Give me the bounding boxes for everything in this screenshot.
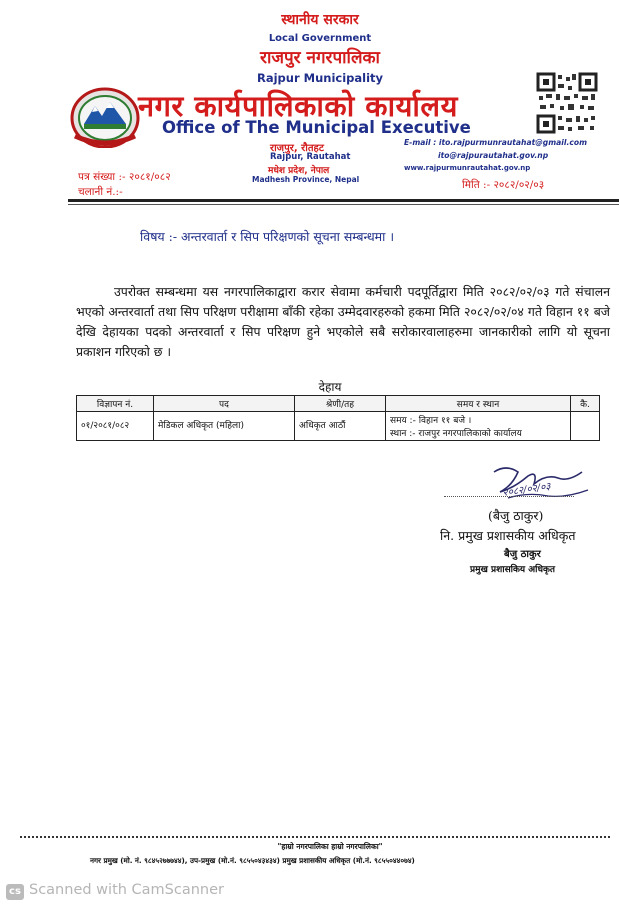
address-en-1: Rajpur, Rautahat: [270, 152, 351, 162]
signatory-name: (बैजु ठाकुर): [488, 508, 544, 523]
office-title-en: Office of The Municipal Executive: [162, 118, 471, 137]
header-level: श्रेणी/तह: [295, 396, 386, 412]
local-government-np: स्थानीय सरकार: [281, 12, 359, 28]
address-en-2: Madhesh Province, Nepal: [252, 175, 360, 184]
cell-remarks: [571, 412, 600, 441]
vacancy-table: [76, 395, 600, 441]
header-divider-thin: [68, 204, 619, 205]
website: www.rajpurmunrautahat.gov.np: [404, 164, 531, 172]
cell-level: अधिकृत आठौं: [295, 412, 386, 441]
municipality-name-np: राजपुर नगरपालिका: [260, 48, 380, 68]
header-time-place: समय र स्थान: [386, 396, 571, 412]
dispatch-number: चलानी नं.:-: [78, 186, 123, 198]
stamp-name: बैजु ठाकुर: [504, 549, 541, 560]
cell-post: मेडिकल अधिकृत (महिला): [154, 412, 295, 441]
email-primary: E-mail : ito.rajpurmunrautahat@gmail.com: [404, 138, 588, 147]
reference-number: पत्र संख्या :- २०८१/०८२: [78, 171, 171, 183]
address-np-2: मधेश प्रदेश, नेपाल: [268, 166, 330, 176]
header-ad-no: विज्ञापन नं.: [77, 396, 154, 412]
camscanner-logo-icon: cs: [6, 884, 24, 900]
notice-body: उपरोक्त सम्बन्धमा यस नगरपालिकाद्वारा करार सेवामा कर्मचारी पदपूर्तिद्वारा मिति २०८२/०२/०३ गते संचालन भएको अन्तरवार्ता तथा सिप परिक्षण परीक्षामा बाँकी रहेका उम्मेदवारहरुको हकमा मिति २०८२/०२/०४ गते विहान ११ बजे देखि देहायका पदको अन्तरवार्ता र सिप परिक्षण हुने भएकोले सबै सरोकारवालाहरुमा जानकारीको लागि यो सूचना प्रकाशन गरिएको छ ।: [76, 284, 610, 359]
municipality-name-en: Rajpur Municipality: [256, 71, 384, 85]
cell-place: स्थान :- राजपुर नगरपालिकाको कार्यालय: [390, 429, 522, 439]
header-remarks: कै.: [571, 396, 600, 412]
signature-date: २०८२/०२/०३: [501, 481, 552, 499]
footer-divider: [20, 836, 610, 838]
cell-time: समय :- विहान ११ बजे ।: [390, 416, 472, 426]
stamp-designation: प्रमुख प्रशासकिय अधिकृत: [470, 565, 556, 575]
camscanner-watermark: Scanned with CamScanner: [29, 882, 225, 898]
header-post: पद: [154, 396, 295, 412]
signature-line: [444, 496, 574, 497]
signatory-designation: नि. प्रमुख प्रशासकीय अधिकृत: [440, 528, 576, 543]
footer-slogan: "हाम्रो नगरपालिका हाम्रो नगरपालिका": [277, 842, 383, 851]
nepal-emblem-icon: [70, 84, 140, 148]
footer-contacts: नगर प्रमुख (मो. नं. ९८४५२७७७४४), उप-प्रमुख (मो.नं. ९८५५०४३४३४) प्रमुख प्रशासकीय अधिकृत (मो.नं. ९८५५०४४०७४): [90, 856, 415, 865]
table-header-row: [77, 396, 600, 412]
subject-line: विषय :- अन्तरवार्ता र सिप परिक्षणको सूचना सम्बन्धमा ।: [140, 229, 395, 244]
address-np-1: राजपुर, रौतहट: [270, 143, 324, 154]
local-government-en: Local Government: [268, 33, 372, 44]
header-divider: [68, 199, 619, 202]
table-row: [77, 412, 600, 441]
office-title-np: नगर कार्यपालिकाको कार्यालय: [138, 89, 458, 123]
email-secondary: ito@rajpurautahat.gov.np: [438, 151, 549, 160]
cell-ad-no: ०१/२०८१/०८२: [77, 412, 154, 441]
cell-time-place: [386, 412, 571, 441]
table-caption: देहाय: [318, 380, 342, 394]
qr-code-icon: [536, 72, 598, 134]
letter-date: मिति :- २०८२/०२/०३: [462, 179, 545, 191]
